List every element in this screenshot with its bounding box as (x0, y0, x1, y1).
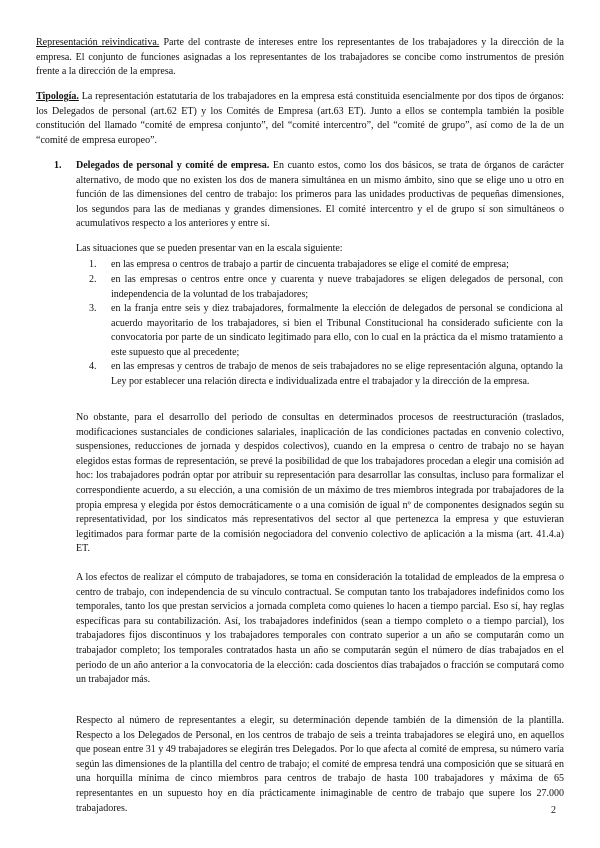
paragraph-comision-ad-hoc: No obstante, para el desarrollo del periodo de consultas en determinados procesos de reestructuración (traslados, modificaciones sustanciales de condiciones salariales, inaplicación de las condiciones pactadas en convenio colectivo, suspensiones, reducciones de jornada y despidos colectivos), cuando en la empresa o centro de trabajo no se hayan elegidos estas formas de representación, se prevé la posibilidad de que los trabajadores procedan a elegir una comisión ad hoc: los trabajadores podrán optar por atribuir su representación para desarrollar las consultas, incluso para formalizar el correspondiente acuerdo, a su elección, a una comisión de un máximo de tres miembros integrada por trabajadores de la propia empresa y elegida por éstos democráticamente o a una comisión de igual nº de componentes designados según su representatividad, por los sindicatos más representativos del sector al que pertenezca la empresa y que estuvieran legitimados para formar parte de la comisión negociadora del convenio colectivo de aplicación a la misma (art. 41.4.a) ET. (76, 412, 564, 555)
situaciones-intro: Las situaciones que se pueden presentar van en la escala siguiente: (76, 243, 343, 254)
text-representacion-reivindicativa: Parte del contraste de intereses entre los representantes de los trabajadores y la dirección de la empresa. El conjunto de funciones asignadas a los representantes de los trabajadores se concibe como instrumentos de presión frente a la dirección de la empresa. (36, 37, 564, 78)
list-item-number: 4. (89, 361, 97, 372)
paragraph-numero-representantes: Respecto al número de representantes a elegir, su determinación depende también de la dimensión de la plantilla. Respecto a los Delegados de Personal, en los centros de trabajo de seis a treinta trabajadores se elegirá uno, en aquellos que posean entre 31 y 49 trabajadores se elegirán tres Delegados. Por lo que afecta al comité de empresa, su número varía según las dimensiones de la plantilla del centro de trabajo; el comité de empresa tendrá una composición que se situará en una horquilla mínima de cinco miembros para centros de trabajo de hasta 100 trabajadores y máxima de 65 representantes en un supuesto hoy en día prácticamente inimaginable de centro de trabajo que supere los 27.000 trabajadores. (76, 715, 564, 814)
section-heading: Delegados de personal y comité de empresa. (76, 160, 270, 171)
list-item (89, 360, 563, 389)
list-item-text: en las empresa o centros de trabajo a partir de cincuenta trabajadores se elige el comité de empresa; (111, 259, 509, 270)
page-number: 2 (551, 805, 556, 816)
list-item (89, 273, 563, 302)
list-item-number: 1. (89, 259, 97, 270)
section-delegados-comite (54, 159, 564, 232)
heading-tipologia: Tipología. (36, 91, 79, 102)
list-item (89, 302, 563, 360)
list-item-text: en la franja entre seis y diez trabajadores, formalmente la elección de delegados de personal se condiciona al acuerdo mayoritario de los trabajadores, si bien el Tribunal Constitucional ha considerado suficiente con la convocatoria por parte de un sindicato legitimado para ello, con lo cual en la práctica da el mismo tratamiento a este supuesto que al precedente; (111, 303, 563, 358)
list-item-number: 3. (89, 303, 97, 314)
section-body (76, 159, 564, 232)
paragraph-tipologia (36, 90, 564, 148)
list-item-text: en las empresas y centros de trabajo de menos de seis trabajadores no se elige representación alguna, optando la Ley por establecer una relación directa e individualizada entre el trabajador y la dirección de la empresa. (111, 361, 563, 387)
text-tipologia: La representación estatutaria de los trabajadores en la empresa está constituida esencialmente por dos tipos de órganos: los Delegados de personal (art.62 ET) y los Comités de Empresa (art.63 ET). Junto a ellos se contempla también la posible constitución del llamado “comité de empresa conjunto”, del “comité intercentro”, del “comité de grupo”, así como de la de un “comité de empresa europeo”. (36, 91, 564, 146)
paragraph-computo-trabajadores: A los efectos de realizar el cómputo de trabajadores, se toma en consideración la totalidad de empleados de la empresa o centro de trabajo, con independencia de su vínculo contractual. Se computan tanto los trabajadores indefinidos como los temporales, tanto los que prestan servicios a jornada completa como quienes lo hacen a tiempo parcial. Eso sí, hay reglas específicas para su contabilización. Así, los trabajadores indefinidos (sean a tiempo completo o a tiempo parcial), los trabajadores fijos discontinuos y los trabajadores temporales con contrato superior a un año se computarán como un trabajador completo; los temporales contratados hasta un año se computarán según el número de días trabajados en el periodo de un año anterior a la convocatoria de la elección: cada doscientos días trabajados o fracción se computará como un trabajador más. (76, 572, 564, 686)
section-number: 1. (54, 160, 62, 171)
heading-representacion-reivindicativa: Representación reivindicativa. (36, 37, 160, 48)
list-item-number: 2. (89, 274, 97, 285)
list-item-text: en las empresas o centros entre once y cuarenta y nueve trabajadores se eligen delegados de personal, con independencia de la voluntad de los trabajadores; (111, 274, 563, 300)
paragraph-representacion-reivindicativa (36, 36, 564, 80)
section-text: En cuanto estos, como los dos básicos, se trata de órganos de carácter alternativo, de modo que no existen los dos de manera simultánea en un mismo ámbito, sino que se elige uno u otro en función de las dimensiones del centro de trabajo: los primeros para las unidades productivas de pequeñas dimensiones, los segundos para las de medianas y grandes dimensiones. El comité intercentro y el de grupo sí son simultáneos o acumulativos respecto a los anteriores y entre sí. (76, 160, 565, 230)
list-item (89, 258, 563, 273)
